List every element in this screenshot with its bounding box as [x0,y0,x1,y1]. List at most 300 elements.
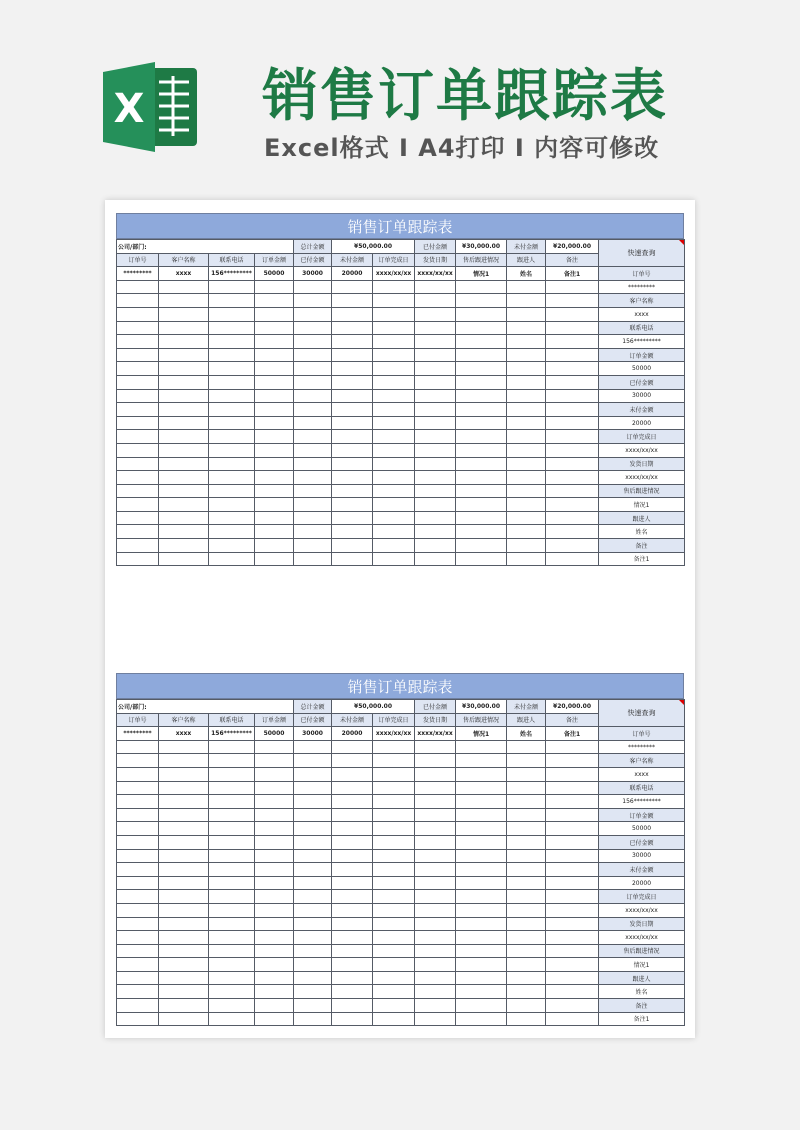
empty-cell[interactable] [507,348,546,362]
empty-cell[interactable] [456,958,507,972]
empty-cell[interactable] [373,795,415,809]
empty-cell[interactable] [117,280,159,294]
quick-query-value[interactable]: 20000 [599,876,685,890]
empty-cell[interactable] [209,348,255,362]
empty-cell[interactable] [373,294,415,308]
empty-cell[interactable] [332,484,373,498]
empty-cell[interactable] [456,740,507,754]
empty-cell[interactable] [507,917,546,931]
empty-cell[interactable] [117,1012,159,1026]
empty-cell[interactable] [209,294,255,308]
empty-cell[interactable] [373,335,415,349]
empty-cell[interactable] [159,457,209,471]
empty-cell[interactable] [117,985,159,999]
empty-cell[interactable] [546,348,599,362]
empty-cell[interactable] [294,971,332,985]
empty-cell[interactable] [546,822,599,836]
empty-cell[interactable] [332,835,373,849]
empty-cell[interactable] [294,335,332,349]
empty-cell[interactable] [159,552,209,566]
empty-cell[interactable] [117,389,159,403]
empty-cell[interactable] [507,307,546,321]
empty-cell[interactable] [209,971,255,985]
empty-cell[interactable] [117,903,159,917]
empty-cell[interactable] [456,280,507,294]
empty-cell[interactable] [507,903,546,917]
empty-cell[interactable] [507,362,546,376]
data-cell[interactable]: ********* [117,727,159,741]
empty-cell[interactable] [294,740,332,754]
empty-cell[interactable] [332,863,373,877]
column-header[interactable]: 未付金额 [332,713,373,727]
empty-cell[interactable] [373,511,415,525]
data-cell[interactable]: xxxx/xx/xx [373,727,415,741]
column-header[interactable]: 备注 [546,253,599,267]
empty-cell[interactable] [159,822,209,836]
data-cell[interactable]: 备注1 [546,727,599,741]
empty-cell[interactable] [332,999,373,1013]
empty-cell[interactable] [255,294,294,308]
empty-cell[interactable] [294,525,332,539]
empty-cell[interactable] [373,903,415,917]
empty-cell[interactable] [255,876,294,890]
empty-cell[interactable] [209,511,255,525]
quick-query-value[interactable]: xxxx/xx/xx [599,903,685,917]
empty-cell[interactable] [294,944,332,958]
empty-cell[interactable] [159,471,209,485]
empty-cell[interactable] [456,931,507,945]
empty-cell[interactable] [507,511,546,525]
empty-cell[interactable] [209,539,255,553]
empty-cell[interactable] [415,822,456,836]
empty-cell[interactable] [255,917,294,931]
empty-cell[interactable] [117,511,159,525]
column-header[interactable]: 已付金额 [294,713,332,727]
empty-cell[interactable] [117,525,159,539]
empty-cell[interactable] [209,835,255,849]
empty-cell[interactable] [415,511,456,525]
empty-cell[interactable] [415,835,456,849]
empty-cell[interactable] [456,890,507,904]
empty-cell[interactable] [332,985,373,999]
empty-cell[interactable] [159,835,209,849]
empty-cell[interactable] [255,999,294,1013]
empty-cell[interactable] [117,863,159,877]
empty-cell[interactable] [294,416,332,430]
empty-cell[interactable] [159,443,209,457]
column-header[interactable]: 订单号 [117,253,159,267]
empty-cell[interactable] [159,876,209,890]
empty-cell[interactable] [159,484,209,498]
empty-cell[interactable] [159,958,209,972]
quick-query-label[interactable]: 发货日期 [599,457,685,471]
quick-query-value[interactable]: 30000 [599,849,685,863]
empty-cell[interactable] [546,808,599,822]
quick-query-label[interactable]: 订单金额 [599,808,685,822]
quick-query-value[interactable]: 50000 [599,362,685,376]
quick-query-label[interactable]: 备注 [599,539,685,553]
empty-cell[interactable] [294,443,332,457]
empty-cell[interactable] [294,552,332,566]
empty-cell[interactable] [117,307,159,321]
column-header[interactable]: 售后跟进情况 [456,253,507,267]
empty-cell[interactable] [332,849,373,863]
quick-query-value[interactable]: xxxx/xx/xx [599,931,685,945]
empty-cell[interactable] [415,539,456,553]
empty-cell[interactable] [415,280,456,294]
empty-cell[interactable] [456,876,507,890]
total-amount-label[interactable]: 总计金额 [294,240,332,254]
total-amount-label[interactable]: 总计金额 [294,700,332,714]
empty-cell[interactable] [209,457,255,471]
empty-cell[interactable] [209,321,255,335]
data-cell[interactable]: xxxx/xx/xx [373,267,415,281]
empty-cell[interactable] [332,443,373,457]
data-cell[interactable]: xxxx [159,727,209,741]
empty-cell[interactable] [456,767,507,781]
empty-cell[interactable] [546,999,599,1013]
empty-cell[interactable] [294,389,332,403]
empty-cell[interactable] [415,767,456,781]
empty-cell[interactable] [546,849,599,863]
empty-cell[interactable] [546,511,599,525]
empty-cell[interactable] [332,931,373,945]
empty-cell[interactable] [255,754,294,768]
empty-cell[interactable] [373,958,415,972]
empty-cell[interactable] [546,971,599,985]
empty-cell[interactable] [209,999,255,1013]
empty-cell[interactable] [507,552,546,566]
empty-cell[interactable] [507,985,546,999]
empty-cell[interactable] [456,539,507,553]
empty-cell[interactable] [373,430,415,444]
empty-cell[interactable] [546,740,599,754]
empty-cell[interactable] [546,1012,599,1026]
empty-cell[interactable] [159,389,209,403]
data-cell[interactable]: 备注1 [546,267,599,281]
empty-cell[interactable] [117,876,159,890]
empty-cell[interactable] [546,835,599,849]
empty-cell[interactable] [209,443,255,457]
empty-cell[interactable] [507,863,546,877]
empty-cell[interactable] [294,348,332,362]
empty-cell[interactable] [546,876,599,890]
empty-cell[interactable] [546,321,599,335]
empty-cell[interactable] [507,403,546,417]
empty-cell[interactable] [507,498,546,512]
empty-cell[interactable] [209,781,255,795]
column-header[interactable]: 售后跟进情况 [456,713,507,727]
empty-cell[interactable] [507,958,546,972]
empty-cell[interactable] [507,822,546,836]
empty-cell[interactable] [255,822,294,836]
quick-query-label[interactable]: 已付金额 [599,375,685,389]
empty-cell[interactable] [332,903,373,917]
empty-cell[interactable] [332,917,373,931]
quick-query-value[interactable]: 备注1 [599,552,685,566]
empty-cell[interactable] [373,890,415,904]
empty-cell[interactable] [209,795,255,809]
empty-cell[interactable] [415,876,456,890]
paid-amount-value[interactable]: ¥30,000.00 [456,700,507,714]
empty-cell[interactable] [255,389,294,403]
empty-cell[interactable] [415,971,456,985]
empty-cell[interactable] [456,498,507,512]
empty-cell[interactable] [294,999,332,1013]
data-cell[interactable]: 30000 [294,267,332,281]
empty-cell[interactable] [159,403,209,417]
empty-cell[interactable] [117,498,159,512]
empty-cell[interactable] [209,890,255,904]
quick-query-value[interactable]: 备注1 [599,1012,685,1026]
empty-cell[interactable] [159,740,209,754]
empty-cell[interactable] [373,471,415,485]
empty-cell[interactable] [294,471,332,485]
quick-query-label[interactable]: 未付金额 [599,403,685,417]
empty-cell[interactable] [546,781,599,795]
empty-cell[interactable] [159,863,209,877]
empty-cell[interactable] [332,808,373,822]
quick-query-value[interactable]: 姓名 [599,985,685,999]
empty-cell[interactable] [415,525,456,539]
quick-query-value[interactable]: 156********* [599,335,685,349]
empty-cell[interactable] [159,539,209,553]
empty-cell[interactable] [332,754,373,768]
empty-cell[interactable] [415,321,456,335]
empty-cell[interactable] [373,740,415,754]
empty-cell[interactable] [332,890,373,904]
quick-query-label[interactable]: 售后跟进情况 [599,484,685,498]
total-amount-value[interactable]: ¥50,000.00 [332,240,415,254]
empty-cell[interactable] [294,876,332,890]
empty-cell[interactable] [255,362,294,376]
empty-cell[interactable] [507,781,546,795]
empty-cell[interactable] [294,917,332,931]
empty-cell[interactable] [415,1012,456,1026]
empty-cell[interactable] [373,985,415,999]
quick-query-label[interactable]: 备注 [599,999,685,1013]
quick-query-value[interactable]: 姓名 [599,525,685,539]
empty-cell[interactable] [209,307,255,321]
empty-cell[interactable] [507,1012,546,1026]
empty-cell[interactable] [415,890,456,904]
empty-cell[interactable] [507,835,546,849]
empty-cell[interactable] [255,430,294,444]
empty-cell[interactable] [456,484,507,498]
empty-cell[interactable] [546,403,599,417]
empty-cell[interactable] [456,808,507,822]
empty-cell[interactable] [209,944,255,958]
paid-amount-value[interactable]: ¥30,000.00 [456,240,507,254]
column-header[interactable]: 发货日期 [415,713,456,727]
empty-cell[interactable] [159,294,209,308]
empty-cell[interactable] [456,985,507,999]
empty-cell[interactable] [209,917,255,931]
empty-cell[interactable] [255,890,294,904]
empty-cell[interactable] [507,389,546,403]
empty-cell[interactable] [456,754,507,768]
empty-cell[interactable] [255,849,294,863]
empty-cell[interactable] [373,781,415,795]
empty-cell[interactable] [209,362,255,376]
empty-cell[interactable] [373,767,415,781]
empty-cell[interactable] [332,539,373,553]
data-cell[interactable]: 20000 [332,727,373,741]
empty-cell[interactable] [546,917,599,931]
empty-cell[interactable] [507,767,546,781]
empty-cell[interactable] [332,958,373,972]
empty-cell[interactable] [332,781,373,795]
empty-cell[interactable] [255,443,294,457]
empty-cell[interactable] [159,999,209,1013]
empty-cell[interactable] [456,971,507,985]
empty-cell[interactable] [546,890,599,904]
empty-cell[interactable] [546,294,599,308]
empty-cell[interactable] [415,498,456,512]
quick-query-value[interactable]: xxxx [599,307,685,321]
empty-cell[interactable] [332,795,373,809]
empty-cell[interactable] [159,321,209,335]
empty-cell[interactable] [456,471,507,485]
empty-cell[interactable] [332,348,373,362]
empty-cell[interactable] [294,321,332,335]
empty-cell[interactable] [415,863,456,877]
empty-cell[interactable] [159,890,209,904]
empty-cell[interactable] [546,484,599,498]
paid-amount-label[interactable]: 已付金额 [415,700,456,714]
paid-amount-label[interactable]: 已付金额 [415,240,456,254]
empty-cell[interactable] [255,835,294,849]
empty-cell[interactable] [456,457,507,471]
empty-cell[interactable] [507,443,546,457]
empty-cell[interactable] [332,389,373,403]
empty-cell[interactable] [546,335,599,349]
empty-cell[interactable] [209,1012,255,1026]
empty-cell[interactable] [373,876,415,890]
empty-cell[interactable] [373,443,415,457]
empty-cell[interactable] [255,403,294,417]
empty-cell[interactable] [255,781,294,795]
empty-cell[interactable] [456,362,507,376]
empty-cell[interactable] [507,754,546,768]
empty-cell[interactable] [117,321,159,335]
empty-cell[interactable] [415,781,456,795]
empty-cell[interactable] [255,375,294,389]
empty-cell[interactable] [456,1012,507,1026]
empty-cell[interactable] [373,835,415,849]
empty-cell[interactable] [332,403,373,417]
empty-cell[interactable] [209,403,255,417]
column-header[interactable]: 联系电话 [209,253,255,267]
empty-cell[interactable] [373,754,415,768]
empty-cell[interactable] [456,781,507,795]
empty-cell[interactable] [507,876,546,890]
empty-cell[interactable] [255,795,294,809]
empty-cell[interactable] [117,795,159,809]
empty-cell[interactable] [507,931,546,945]
empty-cell[interactable] [209,416,255,430]
empty-cell[interactable] [117,822,159,836]
empty-cell[interactable] [255,457,294,471]
empty-cell[interactable] [117,781,159,795]
empty-cell[interactable] [507,321,546,335]
empty-cell[interactable] [209,484,255,498]
empty-cell[interactable] [294,539,332,553]
empty-cell[interactable] [209,552,255,566]
empty-cell[interactable] [456,375,507,389]
quick-query-label[interactable]: 联系电话 [599,781,685,795]
empty-cell[interactable] [546,389,599,403]
empty-cell[interactable] [255,539,294,553]
column-header[interactable]: 客户名称 [159,713,209,727]
empty-cell[interactable] [159,511,209,525]
data-cell[interactable]: 20000 [332,267,373,281]
data-cell[interactable]: 姓名 [507,267,546,281]
unpaid-amount-value[interactable]: ¥20,000.00 [546,700,599,714]
data-cell[interactable]: ********* [117,267,159,281]
empty-cell[interactable] [294,795,332,809]
column-header[interactable]: 订单号 [117,713,159,727]
empty-cell[interactable] [159,280,209,294]
quick-query-label[interactable]: 跟进人 [599,971,685,985]
empty-cell[interactable] [415,307,456,321]
empty-cell[interactable] [546,457,599,471]
empty-cell[interactable] [332,321,373,335]
data-cell[interactable]: 姓名 [507,727,546,741]
empty-cell[interactable] [373,525,415,539]
empty-cell[interactable] [117,808,159,822]
empty-cell[interactable] [332,335,373,349]
empty-cell[interactable] [117,539,159,553]
empty-cell[interactable] [456,416,507,430]
empty-cell[interactable] [415,999,456,1013]
empty-cell[interactable] [546,552,599,566]
empty-cell[interactable] [415,403,456,417]
column-header[interactable]: 备注 [546,713,599,727]
quick-query-label[interactable]: 客户名称 [599,754,685,768]
quick-query-value[interactable]: xxxx/xx/xx [599,471,685,485]
empty-cell[interactable] [373,808,415,822]
empty-cell[interactable] [507,795,546,809]
quick-query-label[interactable]: 跟进人 [599,511,685,525]
empty-cell[interactable] [255,1012,294,1026]
empty-cell[interactable] [456,863,507,877]
empty-cell[interactable] [507,890,546,904]
empty-cell[interactable] [546,443,599,457]
quick-query-label[interactable]: 订单号 [599,727,685,741]
empty-cell[interactable] [209,876,255,890]
empty-cell[interactable] [159,307,209,321]
empty-cell[interactable] [332,457,373,471]
empty-cell[interactable] [546,958,599,972]
data-cell[interactable]: xxxx/xx/xx [415,267,456,281]
empty-cell[interactable] [373,375,415,389]
empty-cell[interactable] [294,931,332,945]
empty-cell[interactable] [294,307,332,321]
empty-cell[interactable] [373,457,415,471]
empty-cell[interactable] [373,971,415,985]
empty-cell[interactable] [159,849,209,863]
empty-cell[interactable] [456,389,507,403]
empty-cell[interactable] [373,849,415,863]
empty-cell[interactable] [507,971,546,985]
empty-cell[interactable] [507,999,546,1013]
empty-cell[interactable] [294,498,332,512]
empty-cell[interactable] [209,863,255,877]
empty-cell[interactable] [415,348,456,362]
empty-cell[interactable] [117,362,159,376]
empty-cell[interactable] [294,985,332,999]
